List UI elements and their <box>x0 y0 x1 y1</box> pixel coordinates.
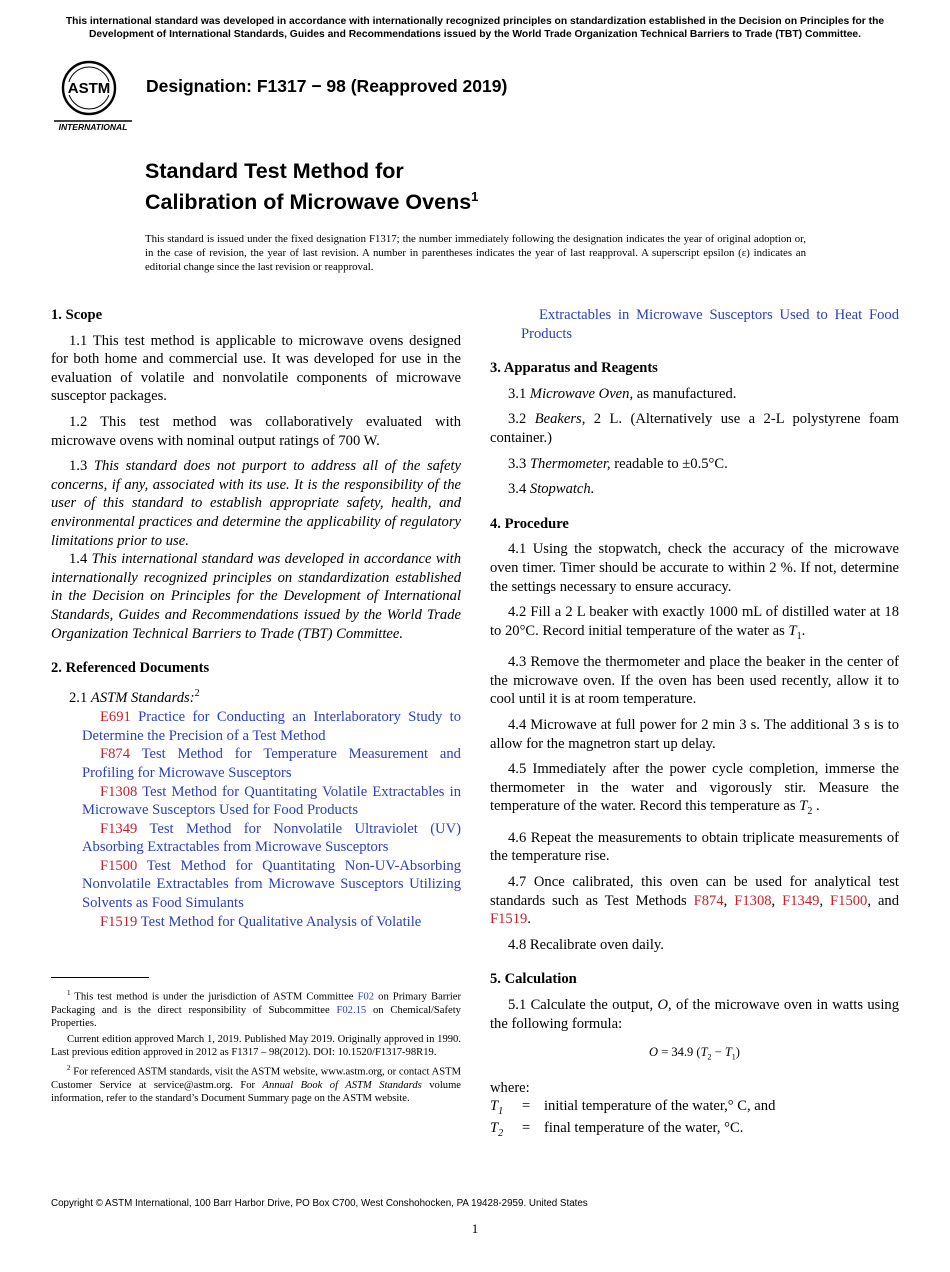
top-notice: This international standard was developed in accordance with internationally recognized principles on standardization established in the Decision on Principles for the Development of International Standards, Guides and Recommendations issued by the World Trade Organization Technical Barriers to Trade (TBT) Committee. <box>65 16 885 40</box>
ref-e691[interactable]: E691 Practice for Conducting an Interlaboratory Study to Determine the Precision of a Test Method <box>82 709 461 744</box>
link-f02[interactable]: F02 <box>357 991 375 1003</box>
document-title <box>145 158 478 215</box>
footnote-current-edition: Current edition approved March 1, 2019. Published May 2019. Originally approved in 1990. Last previous edition approved in 2012 as F1317 – 98(2012). DOI: 10.1520/F1317-98R19. <box>51 1033 461 1059</box>
para-1-2: 1.2 This test method was collaboratively evaluated with microwave ovens with nominal output ratings of 700 W. <box>51 413 461 449</box>
logo-subtext: INTERNATIONAL <box>58 122 128 132</box>
link-f02-15[interactable]: F02.15 <box>336 1004 367 1016</box>
footnotes <box>51 987 461 1107</box>
link-f874[interactable]: F874 <box>693 892 724 909</box>
copyright: Copyright © ASTM International, 100 Barr Harbor Drive, PO Box C700, West Conshohocken, PA 19428-2959. United States <box>51 1198 588 1209</box>
ref-f1519[interactable]: F1519 Test Method for Qualitative Analysis of Volatile <box>100 913 422 930</box>
link-f1349[interactable]: F1349 <box>782 892 820 909</box>
where-label: where: <box>490 1080 530 1097</box>
output-formula: O = 34.9 $(T_2 - T_1)$ <box>649 1045 740 1062</box>
title-footnote-mark: 1 <box>471 189 479 204</box>
para-1-3: 1.3 This standard does not purport to address all of the safety concerns, if any, associated with its use. It is the responsibility of the user of this standard to establish appropriate safety, health, and environmental practices and determine the applicability of regulatory limitations prior to use. <box>51 458 461 549</box>
para-1-1: 1.1 This test method is applicable to microwave ovens designed for both home and commercial use. It was developed for use in the evaluation of volatile and nonvolatile components of microwave susceptor packages. <box>51 332 461 405</box>
section-heading-apparatus: 3. Apparatus and Reagents <box>490 360 658 377</box>
link-f1308[interactable]: F1308 <box>734 892 772 909</box>
para-3-2: 3.2 Beakers, 2 L. (Alternatively use a 2-L polystyrene foam container.) <box>490 411 900 446</box>
footnote-rule <box>51 977 149 978</box>
section-heading-calculation: 5. Calculation <box>490 971 577 988</box>
section-heading-scope: 1. Scope <box>51 307 103 323</box>
para-4-5: 4.5 Immediately after the power cycle completion, immerse the thermometer in the water and vigorously stir. Measure the temperature of the water. Record this temperature as $T_2$ . <box>490 761 899 818</box>
ref-f874[interactable]: F874 Test Method for Temperature Measurement and Profiling for Microwave Susceptors <box>82 746 461 781</box>
para-5-1: 5.1 Calculate the output, O, of the microwave oven in watts using the following formula: <box>490 997 899 1032</box>
where-t2: $T_2$ = final temperature of the water, °C. <box>490 1119 744 1139</box>
ref-f1349[interactable]: F1349 Test Method for Nonvolatile Ultraviolet (UV) Absorbing Extractables from Microwave Susceptors <box>82 820 461 856</box>
title-line-1: Standard Test Method for <box>145 159 404 183</box>
para-4-8: 4.8 Recalibrate oven daily. <box>508 936 664 953</box>
link-f1519[interactable]: F1519 <box>490 911 528 928</box>
ref-f1519-continued[interactable]: Extractables in Microwave Susceptors Used to Heat Food Products <box>521 307 899 342</box>
para-1-4: 1.4 This international standard was developed in accordance with internationally recognized principles on standardization established in the Decision on Principles for the Development of International Standards, Guides and Recommendations issued by the World Trade Organization Technical Barriers to Trade (TBT) Committee. <box>51 551 462 642</box>
para-4-4: 4.4 Microwave at full power for 2 min 3 s. The additional 3 s is to allow for the magnetron start up delay. <box>490 717 899 752</box>
para-3-1: 3.1 Microwave Oven, as manufactured. <box>508 385 737 402</box>
designation: Designation: F1317 − 98 (Reapproved 2019) <box>146 76 508 96</box>
page-number: 1 <box>471 1221 479 1236</box>
footnote-2: $^2$ For referenced ASTM standards, visit the ASTM website, www.astm.org, or contact ASTM Customer Service at service@astm.org. For Annual Book of ASTM Standards volume information, refer to the standard’s Document Summary page on the ASTM website. <box>51 1063 462 1104</box>
section-heading-referenced: 2. Referenced Documents <box>51 660 210 677</box>
logo-text: ASTM <box>67 80 111 97</box>
title-line-2: Calibration of Microwave Ovens <box>145 190 472 215</box>
para-2-1: 2.1 ASTM Standards:$^2$ <box>69 687 200 706</box>
para-3-3: 3.3 Thermometer, readable to ±0.5°C. <box>508 455 728 472</box>
ref-f1500[interactable]: F1500 Test Method for Quantitating Non-UV-Absorbing Nonvolatile Extractables from Microwave Susceptors Utilizing Solvents as Food Simulants <box>82 857 461 912</box>
link-f1500[interactable]: F1500 <box>830 892 868 909</box>
left-column <box>51 306 461 931</box>
section-heading-procedure: 4. Procedure <box>490 515 569 532</box>
para-4-6: 4.6 Repeat the measurements to obtain triplicate measurements of the temperature rise. <box>490 829 899 865</box>
astm-logo <box>52 58 136 132</box>
ref-f1308[interactable]: F1308 Test Method for Quantitating Volatile Extractables in Microwave Susceptors Used for Food Products <box>82 783 462 819</box>
where-t1: $T_1$ = initial temperature of the water,° C, and <box>490 1097 776 1117</box>
para-4-2: 4.2 Fill a 2 L beaker with exactly 1000 mL of distilled water at 18 to 20°C. Record initial temperature of the water as $T_1$. <box>490 604 899 642</box>
para-4-3: 4.3 Remove the thermometer and place the beaker in the center of the microwave oven. If the oven has been used recently, allow it to cool until it is at room temperature. <box>490 654 899 708</box>
right-column <box>490 306 899 1142</box>
issuance-statement: This standard is issued under the fixed designation F1317; the number immediately following the designation indicates the year of original adoption or, in the case of revision, the year of last revision. A number in parentheses indicates the year of last reapproval. A superscript epsilon (ε) indicates an editorial change since the last revision or reapproval. <box>145 233 806 273</box>
para-4-7: 4.7 Once calibrated, this oven can be used for analytical test standards such as Test Methods F874, F1308, F1349, F1500, and F1519. <box>490 874 900 928</box>
para-4-1: 4.1 Using the stopwatch, check the accuracy of the microwave oven timer. Timer should be accurate to within 2 %. If not, determine the settings necessary to ensure accuracy. <box>490 541 899 595</box>
para-3-4: 3.4 Stopwatch. <box>508 481 595 498</box>
footnote-1: $^1$ This test method is under the jurisdiction of ASTM Committee F02 on Primary Barrier Packaging and is the direct responsibility of Subcommittee F02.15 on Chemical/Safety Properties. <box>51 989 461 1030</box>
